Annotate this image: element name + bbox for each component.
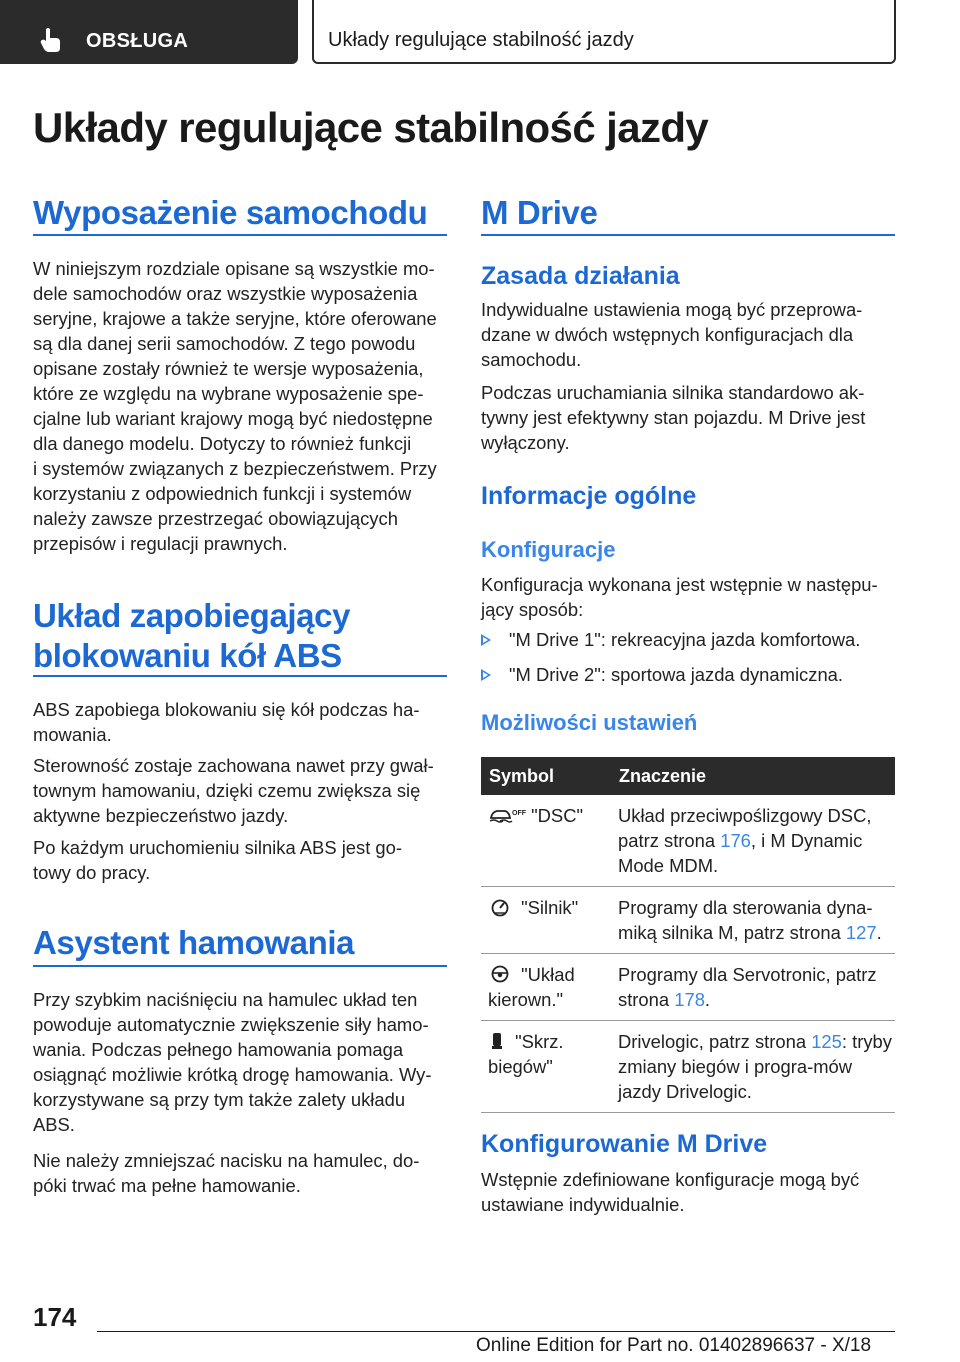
triangle-bullet-icon (481, 669, 491, 681)
triangle-bullet-icon (481, 634, 491, 646)
heading-m-drive: M Drive (481, 194, 598, 231)
page-ref-link[interactable]: 178 (674, 989, 705, 1010)
table-row: OFF "DSC" Układ przeciwpoślizgowy DSC, patrz strona 176, i M Dynamic Mode MDM. (481, 795, 895, 887)
page-title: Układy regulujące stabilność jazdy (33, 104, 709, 151)
list-item: "M Drive 1": rekreacyjna jazda komfortowa. (481, 627, 901, 652)
heading-brake-assist: Asystent hamowania (33, 924, 355, 961)
chapter-label: Układy regulujące stabilność jazdy (328, 29, 634, 51)
brake-p2: Nie należy zmniejszać nacisku na hamulec, do- póki trwać ma pełne hamowanie. (33, 1150, 420, 1196)
settings-table (481, 757, 895, 1113)
page-ref-link[interactable]: 125 (811, 1031, 842, 1052)
header-chapter-box (312, 0, 896, 64)
section-label: OBSŁUGA (86, 30, 189, 52)
config-bullet-list (481, 627, 901, 697)
table-row: "Silnik" Programy dla sterowania dyna-miką silnika M, patrz strona 127. (481, 887, 895, 954)
table-header-meaning: Znaczenie (611, 757, 895, 795)
hand-pointer-icon (40, 27, 62, 53)
heading-equipment: Wyposażenie samochodu (33, 194, 428, 231)
heading-setting-options: Możliwości ustawień (481, 710, 698, 735)
principle-p1: Indywidualne ustawienia mogą być przeprowa- dzane w dwóch wstępnych konfiguracjach dla samochodu. (481, 299, 863, 370)
symbol-label: "Układ kierown." (488, 964, 575, 1010)
gear-lever-icon (488, 1032, 506, 1050)
page-ref-link[interactable]: 176 (720, 830, 751, 851)
dsc-off-icon (488, 806, 526, 824)
engine-gauge-icon (488, 898, 512, 916)
configure-body: Wstępnie zdefiniowane konfiguracje mogą być ustawiane indywidualnie. (481, 1169, 860, 1215)
principle-p2: Podczas uruchamiania silnika standardowo ak- tywny jest efektywny stan pojazdu. M Drive jest wyłączony. (481, 382, 866, 453)
equipment-body: W niniejszym rozdziale opisane są wszystkie mo- dele samochodów oraz wszystkie wyposażenia seryjne, krajowe a także seryjne, które oferowane są dla danej serii samochodów. Z tego powodu opisane zostały również te wersje wyposażenia, które ze względu na wybrane wyposażenie spe- cjalne lub wariant krajowy mogą być niedostępne dla danego modelu. Dotyczy to również funkcji i systemów związanych z bezpieczeństwem. Przy korzystaniu z odpowiednich funkcji i systemów należy zawsze przestrzegać obowiązujących przepisów i regulacji prawnych. (33, 258, 437, 554)
list-item: "M Drive 2": sportowa jazda dynamiczna. (481, 662, 901, 687)
steering-wheel-icon (488, 965, 512, 983)
page-ref-link[interactable]: 127 (845, 922, 877, 943)
symbol-label: "Silnik" (521, 897, 579, 918)
table-header-symbol: Symbol (481, 757, 611, 795)
header-section-tab (0, 0, 298, 64)
table-row: "Skrz. biegów" Drivelogic, patrz strona 125: tryby zmiany biegów i progra-mów jazdy Drivelogic. (481, 1021, 895, 1113)
symbol-label: "DSC" (531, 805, 584, 826)
heading-rule (33, 234, 447, 236)
abs-p2: Sterowność zostaje zachowana nawet przy gwał- townym hamowaniu, dzięki czemu zwiększa się aktywne bezpieczeństwo jazdy. (33, 755, 434, 826)
table-header-row (481, 757, 895, 795)
abs-p3: Po każdym uruchomieniu silnika ABS jest go- towy do pracy. (33, 837, 403, 883)
edition-info: Online Edition for Part no. 01402896637 - X/18 (476, 1335, 872, 1356)
heading-rule (33, 675, 447, 677)
symbol-label: "Skrz. biegów" (488, 1031, 564, 1077)
svg-text:OFF: OFF (512, 810, 526, 817)
page-number: 174 (33, 1302, 77, 1332)
brake-p1: Przy szybkim naciśnięciu na hamulec układ ten powoduje automatycznie zwiększenie siły hamo- wania. Podczas pełnego hamowania pomaga osiągnąć możliwie krótką drogę hamowania. Wy- korzystywane są przy tym także zalety układu ABS. (33, 989, 432, 1135)
heading-rule (481, 234, 895, 236)
heading-general-info: Informacje ogólne (481, 482, 697, 510)
heading-configurations: Konfiguracje (481, 537, 616, 562)
heading-rule (33, 965, 447, 967)
heading-principle: Zasada działania (481, 262, 680, 290)
footer-rule (97, 1331, 895, 1332)
heading-abs: Układ zapobiegający blokowaniu kół ABS (33, 597, 351, 674)
table-row: "Układ kierown." Programy dla Servotronic, patrz strona 178. (481, 954, 895, 1021)
config-intro: Konfiguracja wykonana jest wstępnie w następu- jący sposób: (481, 574, 878, 620)
heading-configure-m-drive: Konfigurowanie M Drive (481, 1130, 768, 1158)
abs-p1: ABS zapobiega blokowaniu się kół podczas ha- mowania. (33, 699, 420, 745)
